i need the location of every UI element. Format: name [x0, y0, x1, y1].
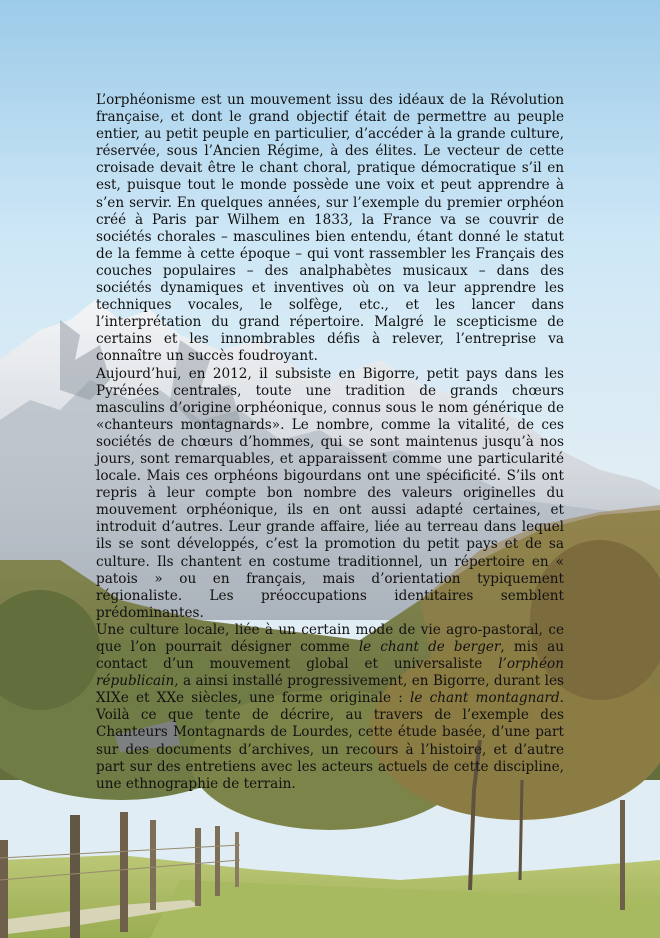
paragraph-bigorre — [96, 366, 564, 622]
paragraph-3-text-b: , mis au contact d’un mouvement global et universaliste — [96, 639, 564, 673]
italic-le-chant-montagnard: le chant montagnard — [410, 690, 560, 707]
italic-orpheon-republicain: l’orphéon républicain — [96, 656, 564, 690]
paragraph-2-text: Aujourd’hui, en 2012, il subsiste en Bigorre, petit pays dans les Pyrénées centrales, toute une tradition de grands chœurs masculins d’origine orphéonique, connus sous le nom générique de «chanteurs montagnards». Le nombre, comme la vitalité, de ces sociétés de chœurs d’hommes, qui se sont maintenus jusqu’à nos jours, sont remarquables, et apparaissent comme une particularité locale. Mais ces orphéons bigourdans ont une spécificité. S’ils ont repris à leur compte bon nombre des valeurs originelles du mouvement orphéonique, ils en ont aussi adapté certaines, et introduit d’autres. Leur grande affaire, liée au terreau dans lequel ils se sont développés, c’est la promotion du petit pays et de sa culture. Ils chantent en costume traditionnel, un répertoire en « patois » ou en français, mais d’orientation typiquement régionaliste. Les préoccupations identitaires semblent prédominantes. — [96, 365, 564, 621]
paragraph-3-text-d: . Voilà ce que tente de décrire, au travers de l’exemple des Chanteurs Montagnards de Lourdes, cette étude basée, d’une part sur des documents d’archives, un recours à l’histoire, et d’autre part sur des entretiens avec les acteurs actuels de cette discipline, une ethnographie de terrain. — [96, 690, 564, 792]
paragraph-1-text: L’orphéonisme est un mouvement issu des idéaux de la Révolution française, et dont le grand objectif était de permettre au peuple entier, au petit peuple en particulier, d’accéder à la grande culture, réservée, sous l’Ancien Régime, à des élites. Le vecteur de cette croisade devait être le chant choral, pratique démocratique s’il en est, puisque tout le monde possède une voix et peut apprendre à s’en servir. En quelques années, sur l’exemple du premier orphéon créé à Paris par Wilhem en 1833, la France va se couvrir de sociétés chorales – masculines bien entendu, étant donné le statut de la femme à cette époque – qui vont rassembler les Français des couches populaires – des analphabètes musicaux – dans des sociétés dynamiques et inventives où on va leur apprendre les techniques vocales, le solfège, etc., et les lancer dans l’interprétation du grand répertoire. Malgré le scepticisme de certains et les innombrables défis à relever, l’entreprise va connaître un succès foudroyant. — [96, 92, 564, 365]
paragraph-3-text-c: , a ainsi installé progressivement, en Bigorre, durant les XIXe et XXe siècles, une forme originale : — [96, 673, 564, 707]
document-body — [96, 92, 564, 793]
paragraph-culture-locale — [96, 622, 564, 793]
italic-le-chant-de-berger: le chant de berger — [358, 639, 501, 655]
paragraph-orpheonisme — [96, 92, 564, 366]
paragraph-3-text-a: Une culture locale, liée à un certain mode de vie agro-pastoral, ce que l’on pourrait désigner comme — [96, 621, 564, 655]
